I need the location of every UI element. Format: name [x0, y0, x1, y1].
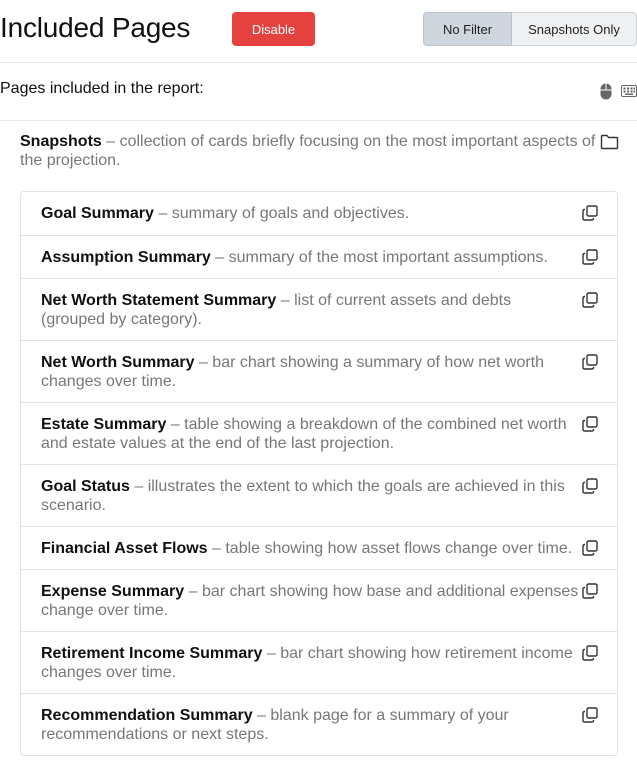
item-name: Goal Summary — [41, 205, 154, 222]
copy-icon[interactable] — [582, 292, 598, 308]
item-name: Financial Asset Flows — [41, 540, 208, 557]
list-item-text — [21, 403, 617, 453]
item-name: Net Worth Summary — [41, 354, 195, 371]
list-item-text — [21, 236, 617, 267]
item-description: – bar chart showing a summary of how net worth changes over time. — [41, 354, 545, 390]
item-name: Recommendation Summary — [41, 707, 253, 724]
folder-icon[interactable] — [600, 134, 619, 150]
list-item-text — [21, 192, 617, 223]
disable-button[interactable]: Disable — [232, 12, 315, 46]
item-description: – bar chart showing how retirement income changes over time. — [41, 645, 573, 681]
list-item-net-worth-summary — [21, 340, 617, 402]
list-item-assumption-summary — [21, 235, 617, 278]
copy-icon[interactable] — [582, 478, 598, 494]
copy-icon[interactable] — [582, 249, 598, 265]
list-item-text — [21, 632, 617, 682]
list-item-expense-summary — [21, 569, 617, 631]
mouse-icon[interactable] — [600, 83, 612, 100]
snapshots-section-heading — [20, 132, 600, 170]
list-item-recommendation-summary — [21, 693, 617, 755]
item-name: Net Worth Statement Summary — [41, 292, 277, 309]
copy-icon[interactable] — [582, 583, 598, 599]
panel-header — [0, 0, 637, 63]
copy-icon[interactable] — [582, 707, 598, 723]
item-name: Retirement Income Summary — [41, 645, 263, 662]
item-description: – table showing how asset flows change over time. — [207, 540, 573, 557]
copy-icon[interactable] — [582, 416, 598, 432]
list-item-retirement-income-summary — [21, 631, 617, 693]
list-item-goal-summary — [21, 192, 617, 235]
list-item-text — [21, 527, 617, 558]
list-item-text — [21, 694, 617, 744]
list-item-text — [21, 465, 617, 515]
item-description: – illustrates the extent to which the goals are achieved in this scenario. — [41, 478, 565, 514]
list-item-text — [21, 279, 617, 329]
keyboard-icon[interactable] — [621, 85, 637, 97]
filter-toggle-group — [423, 12, 637, 46]
subheading-label: Pages included in the report: — [0, 80, 204, 97]
copy-icon[interactable] — [582, 205, 598, 221]
item-name: Estate Summary — [41, 416, 167, 433]
item-description: – summary of goals and objectives. — [153, 205, 410, 222]
item-description: – summary of the most important assumptions. — [210, 249, 548, 266]
snapshot-pages-list — [20, 191, 618, 756]
copy-icon[interactable] — [582, 645, 598, 661]
item-description: – table showing a breakdown of the combined net worth and estate values at the end of the last projection. — [41, 416, 567, 452]
item-description: – list of current assets and debts (grouped by category). — [41, 292, 512, 328]
filter-no-filter-button[interactable]: No Filter — [423, 12, 512, 46]
item-name: Assumption Summary — [41, 249, 211, 266]
list-item-text — [21, 570, 617, 620]
list-item-text — [21, 341, 617, 391]
item-name: Expense Summary — [41, 583, 185, 600]
list-item-net-worth-statement-summary — [21, 278, 617, 340]
list-item-goal-status — [21, 464, 617, 526]
item-name: Goal Status — [41, 478, 130, 495]
item-description: – blank page for a summary of your recommendations or next steps. — [41, 707, 509, 743]
copy-icon[interactable] — [582, 540, 598, 556]
page-title: Included Pages — [0, 12, 191, 43]
included-pages-subheader — [0, 63, 637, 121]
section-description: – collection of cards briefly focusing on the most important aspects of the projection. — [20, 133, 596, 169]
filter-snapshots-only-button[interactable]: Snapshots Only — [512, 12, 637, 46]
section-name: Snapshots — [20, 133, 102, 150]
list-item-estate-summary — [21, 402, 617, 464]
list-item-financial-asset-flows — [21, 526, 617, 569]
item-description: – bar chart showing how base and additional expenses change over time. — [41, 583, 579, 619]
copy-icon[interactable] — [582, 354, 598, 370]
